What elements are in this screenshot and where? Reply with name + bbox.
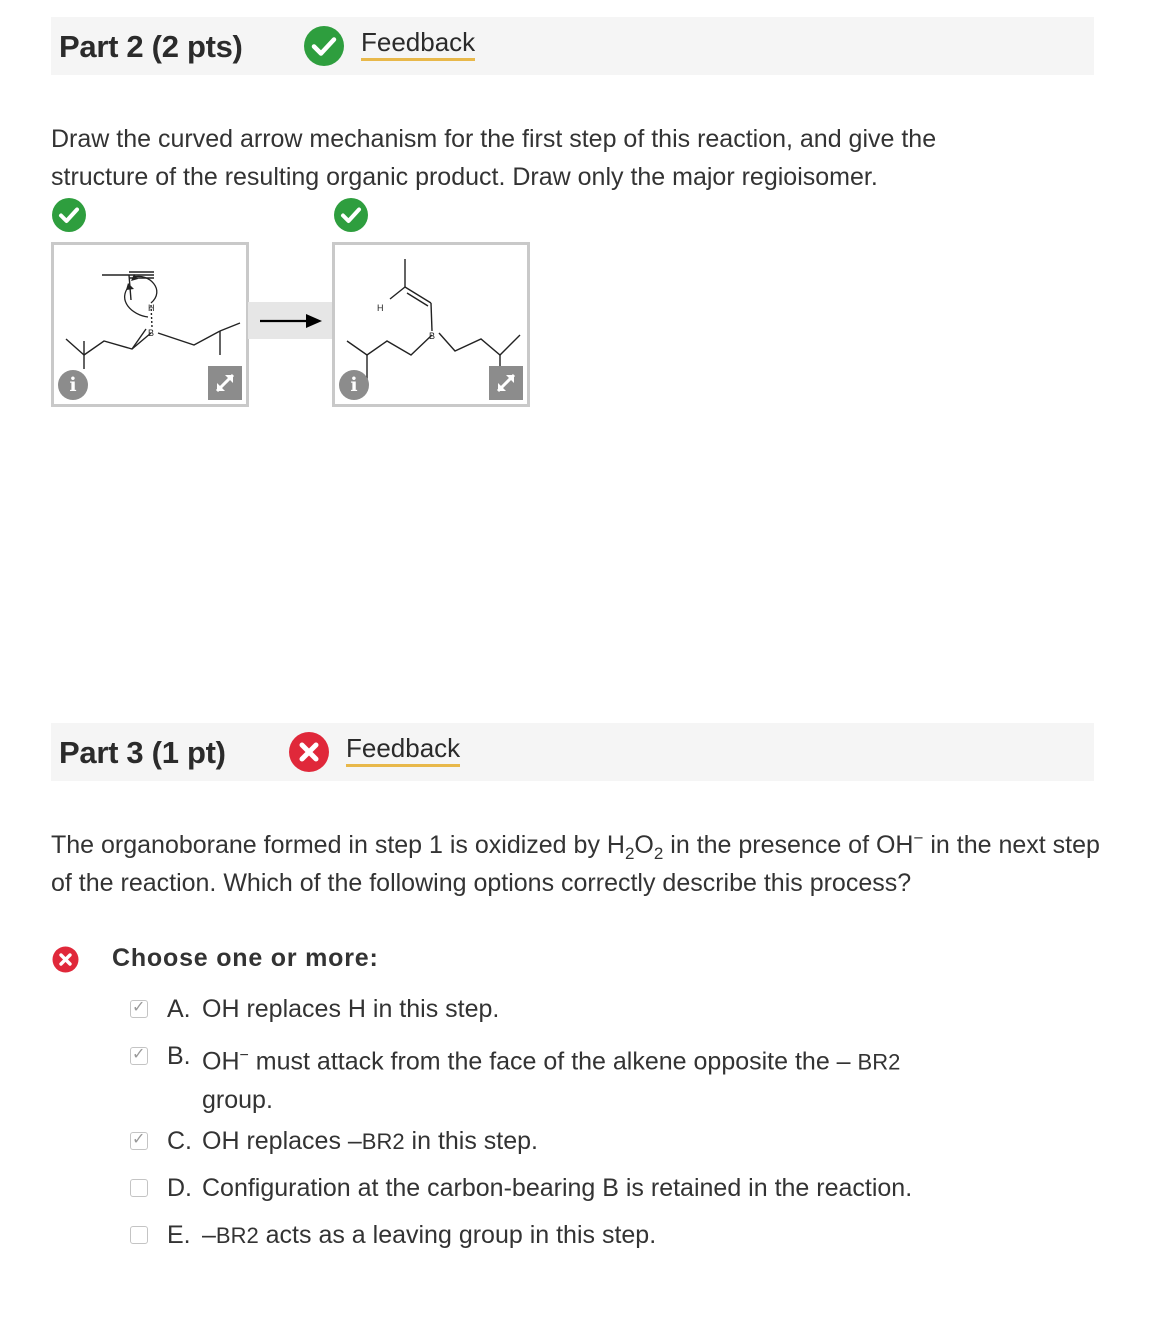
info-icon[interactable]: i bbox=[339, 370, 369, 400]
option-b-checkbox[interactable] bbox=[130, 1047, 148, 1065]
structure-1-canvas[interactable] bbox=[51, 242, 249, 407]
atom-label-h: H bbox=[377, 303, 384, 313]
arrow-right-icon bbox=[248, 302, 333, 339]
option-letter: E. bbox=[167, 1221, 191, 1249]
part2-feedback-link[interactable]: Feedback bbox=[361, 27, 475, 61]
part2-title: Part 2 (2 pts) bbox=[59, 29, 243, 64]
option-letter: B. bbox=[167, 1042, 191, 1070]
part3-prompt: The organoborane formed in step 1 is oxidized by $H_2O_2$ in the presence of OH− in the next step of the reaction. Which of the following options correctly describe this process? bbox=[51, 828, 1100, 897]
expand-icon[interactable] bbox=[489, 366, 523, 400]
option-d-checkbox[interactable] bbox=[130, 1179, 148, 1197]
option-a-checkbox[interactable] bbox=[130, 1000, 148, 1018]
part3-title: Part 3 (1 pt) bbox=[59, 735, 226, 770]
choose-label: Choose one or more: bbox=[112, 944, 379, 972]
structure-2-correct-icon bbox=[333, 197, 369, 233]
part3-header bbox=[51, 723, 1094, 781]
answer-incorrect-icon bbox=[52, 946, 79, 973]
structure-2-canvas[interactable] bbox=[332, 242, 530, 407]
option-text: OH replaces –BR2 in this step. bbox=[202, 1127, 538, 1155]
atom-label-h: H bbox=[148, 303, 155, 313]
expand-icon[interactable] bbox=[208, 366, 242, 400]
part2-prompt: Draw the curved arrow mechanism for the first step of this reaction, and give the structure of the resulting organic product. Draw only the major regioisomer. bbox=[51, 125, 937, 191]
info-icon[interactable]: i bbox=[58, 370, 88, 400]
option-letter: D. bbox=[167, 1174, 192, 1202]
option-text: OH− must attack from the face of the alkene opposite the – BR2 group. bbox=[202, 1047, 901, 1115]
correct-check-icon bbox=[303, 25, 345, 67]
option-e-checkbox[interactable] bbox=[130, 1226, 148, 1244]
atom-label-b: B bbox=[148, 328, 155, 338]
option-c-checkbox[interactable] bbox=[130, 1132, 148, 1150]
option-text: OH replaces H in this step. bbox=[202, 995, 500, 1023]
checkmark-icon: ✓ bbox=[132, 1131, 146, 1148]
incorrect-x-icon bbox=[288, 731, 330, 773]
part3-feedback-link[interactable]: Feedback bbox=[346, 733, 460, 767]
option-text: –BR2 acts as a leaving group in this step. bbox=[202, 1221, 657, 1249]
option-letter: C. bbox=[167, 1127, 192, 1155]
option-letter: A. bbox=[167, 995, 191, 1023]
atom-label-b: B bbox=[429, 331, 436, 341]
checkmark-icon: ✓ bbox=[132, 999, 146, 1016]
option-text: Configuration at the carbon-bearing B is retained in the reaction. bbox=[202, 1174, 913, 1202]
structure-1-correct-icon bbox=[51, 197, 87, 233]
checkmark-icon: ✓ bbox=[132, 1046, 146, 1063]
reaction-arrow bbox=[248, 302, 333, 339]
part2-header bbox=[51, 17, 1094, 75]
